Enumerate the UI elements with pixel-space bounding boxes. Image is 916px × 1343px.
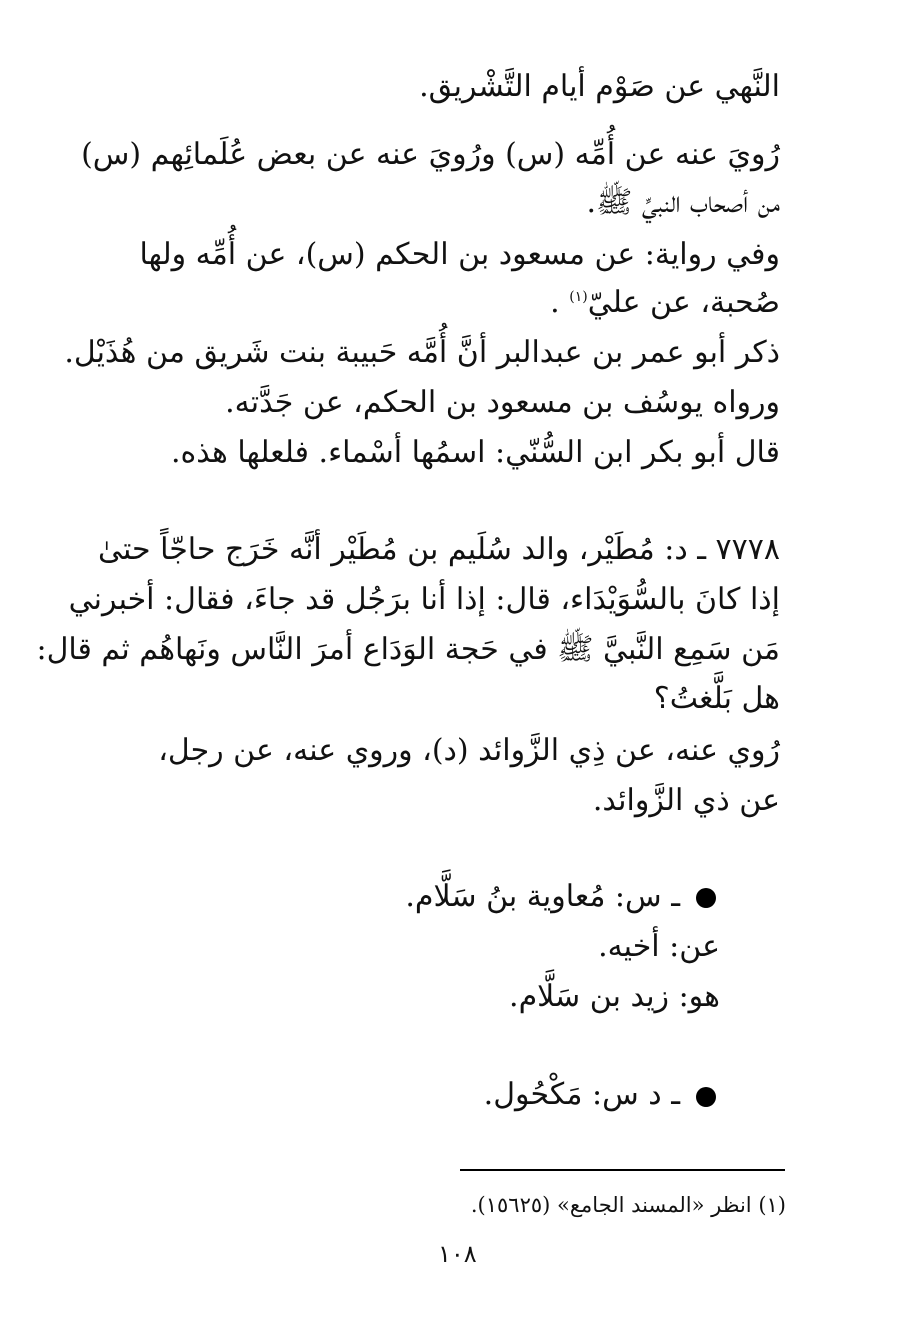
text-fragment: صُحبة، عن عليّ (587, 285, 780, 320)
entry-line: عن: أخيه. (598, 929, 720, 964)
text-line: قال أبو بكر ابن السُّنّي: اسمُها أسْماء. فلعلها هذه. (171, 435, 780, 470)
entry-heading: ـ د س: مَكْحُول. (483, 1077, 680, 1112)
entry-line: هو: زيد بن سَلَّام. (509, 979, 720, 1014)
text-line: مَن سَمِع النَّبيَّ ﷺ في حَجة الوَدَاع أمرَ النَّاس ونَهاهُم ثم قال: (36, 632, 780, 667)
text-line: ٧٧٧٨ ـ د: مُطَيْر، والد سُلَيم بن مُطَيْر أنَّه خَرَج حاجّاً حتىٰ (97, 532, 780, 567)
bullet-icon (696, 888, 716, 908)
bullet-icon (696, 1087, 716, 1107)
page-number: ١٠٨ (438, 1240, 477, 1268)
text-line: وفي رواية: عن مسعود بن الحكم (س)، عن أُمِّه ولها (139, 237, 780, 272)
footnote-divider (460, 1169, 785, 1171)
footnote: (١) انظر «المسند الجامع» (١٥٦٢٥). (470, 1193, 786, 1217)
text-line: ورواه يوسُف بن مسعود بن الحكم، عن جَدَّته. (225, 385, 780, 420)
text-line (550, 285, 780, 320)
text-line: ذكر أبو عمر بن عبدالبر أنَّ أُمَّه حَبيبة بنت شَريق من هُذَيْل. (64, 335, 780, 370)
text-line: رُويَ عنه عن أُمِّه (س) ورُويَ عنه عن بعض عُلَمائِهم (س) (81, 137, 780, 172)
footnote-marker: (١) (569, 289, 588, 305)
entry-heading: ـ س: مُعاوية بنُ سَلَّام. (405, 879, 680, 914)
text-fragment: . (550, 285, 560, 320)
text-line: من أصحاب النبيِّ ﷺ. (586, 185, 780, 220)
text-line: رُوي عنه، عن ذِي الزَّوائد (د)، وروي عنه، عن رجل، (158, 733, 780, 768)
text-line: عن ذي الزَّوائد. (592, 783, 780, 818)
text-line: إذا كانَ بالسُّوَيْدَاء، قال: إذا أنا برَجُل قد جاءَ، فقال: أخبرني (68, 582, 780, 617)
text-line: هل بَلَّغتُ؟ (653, 681, 780, 716)
text-line: النَّهي عن صَوْم أيام التَّشْريق. (419, 69, 780, 104)
